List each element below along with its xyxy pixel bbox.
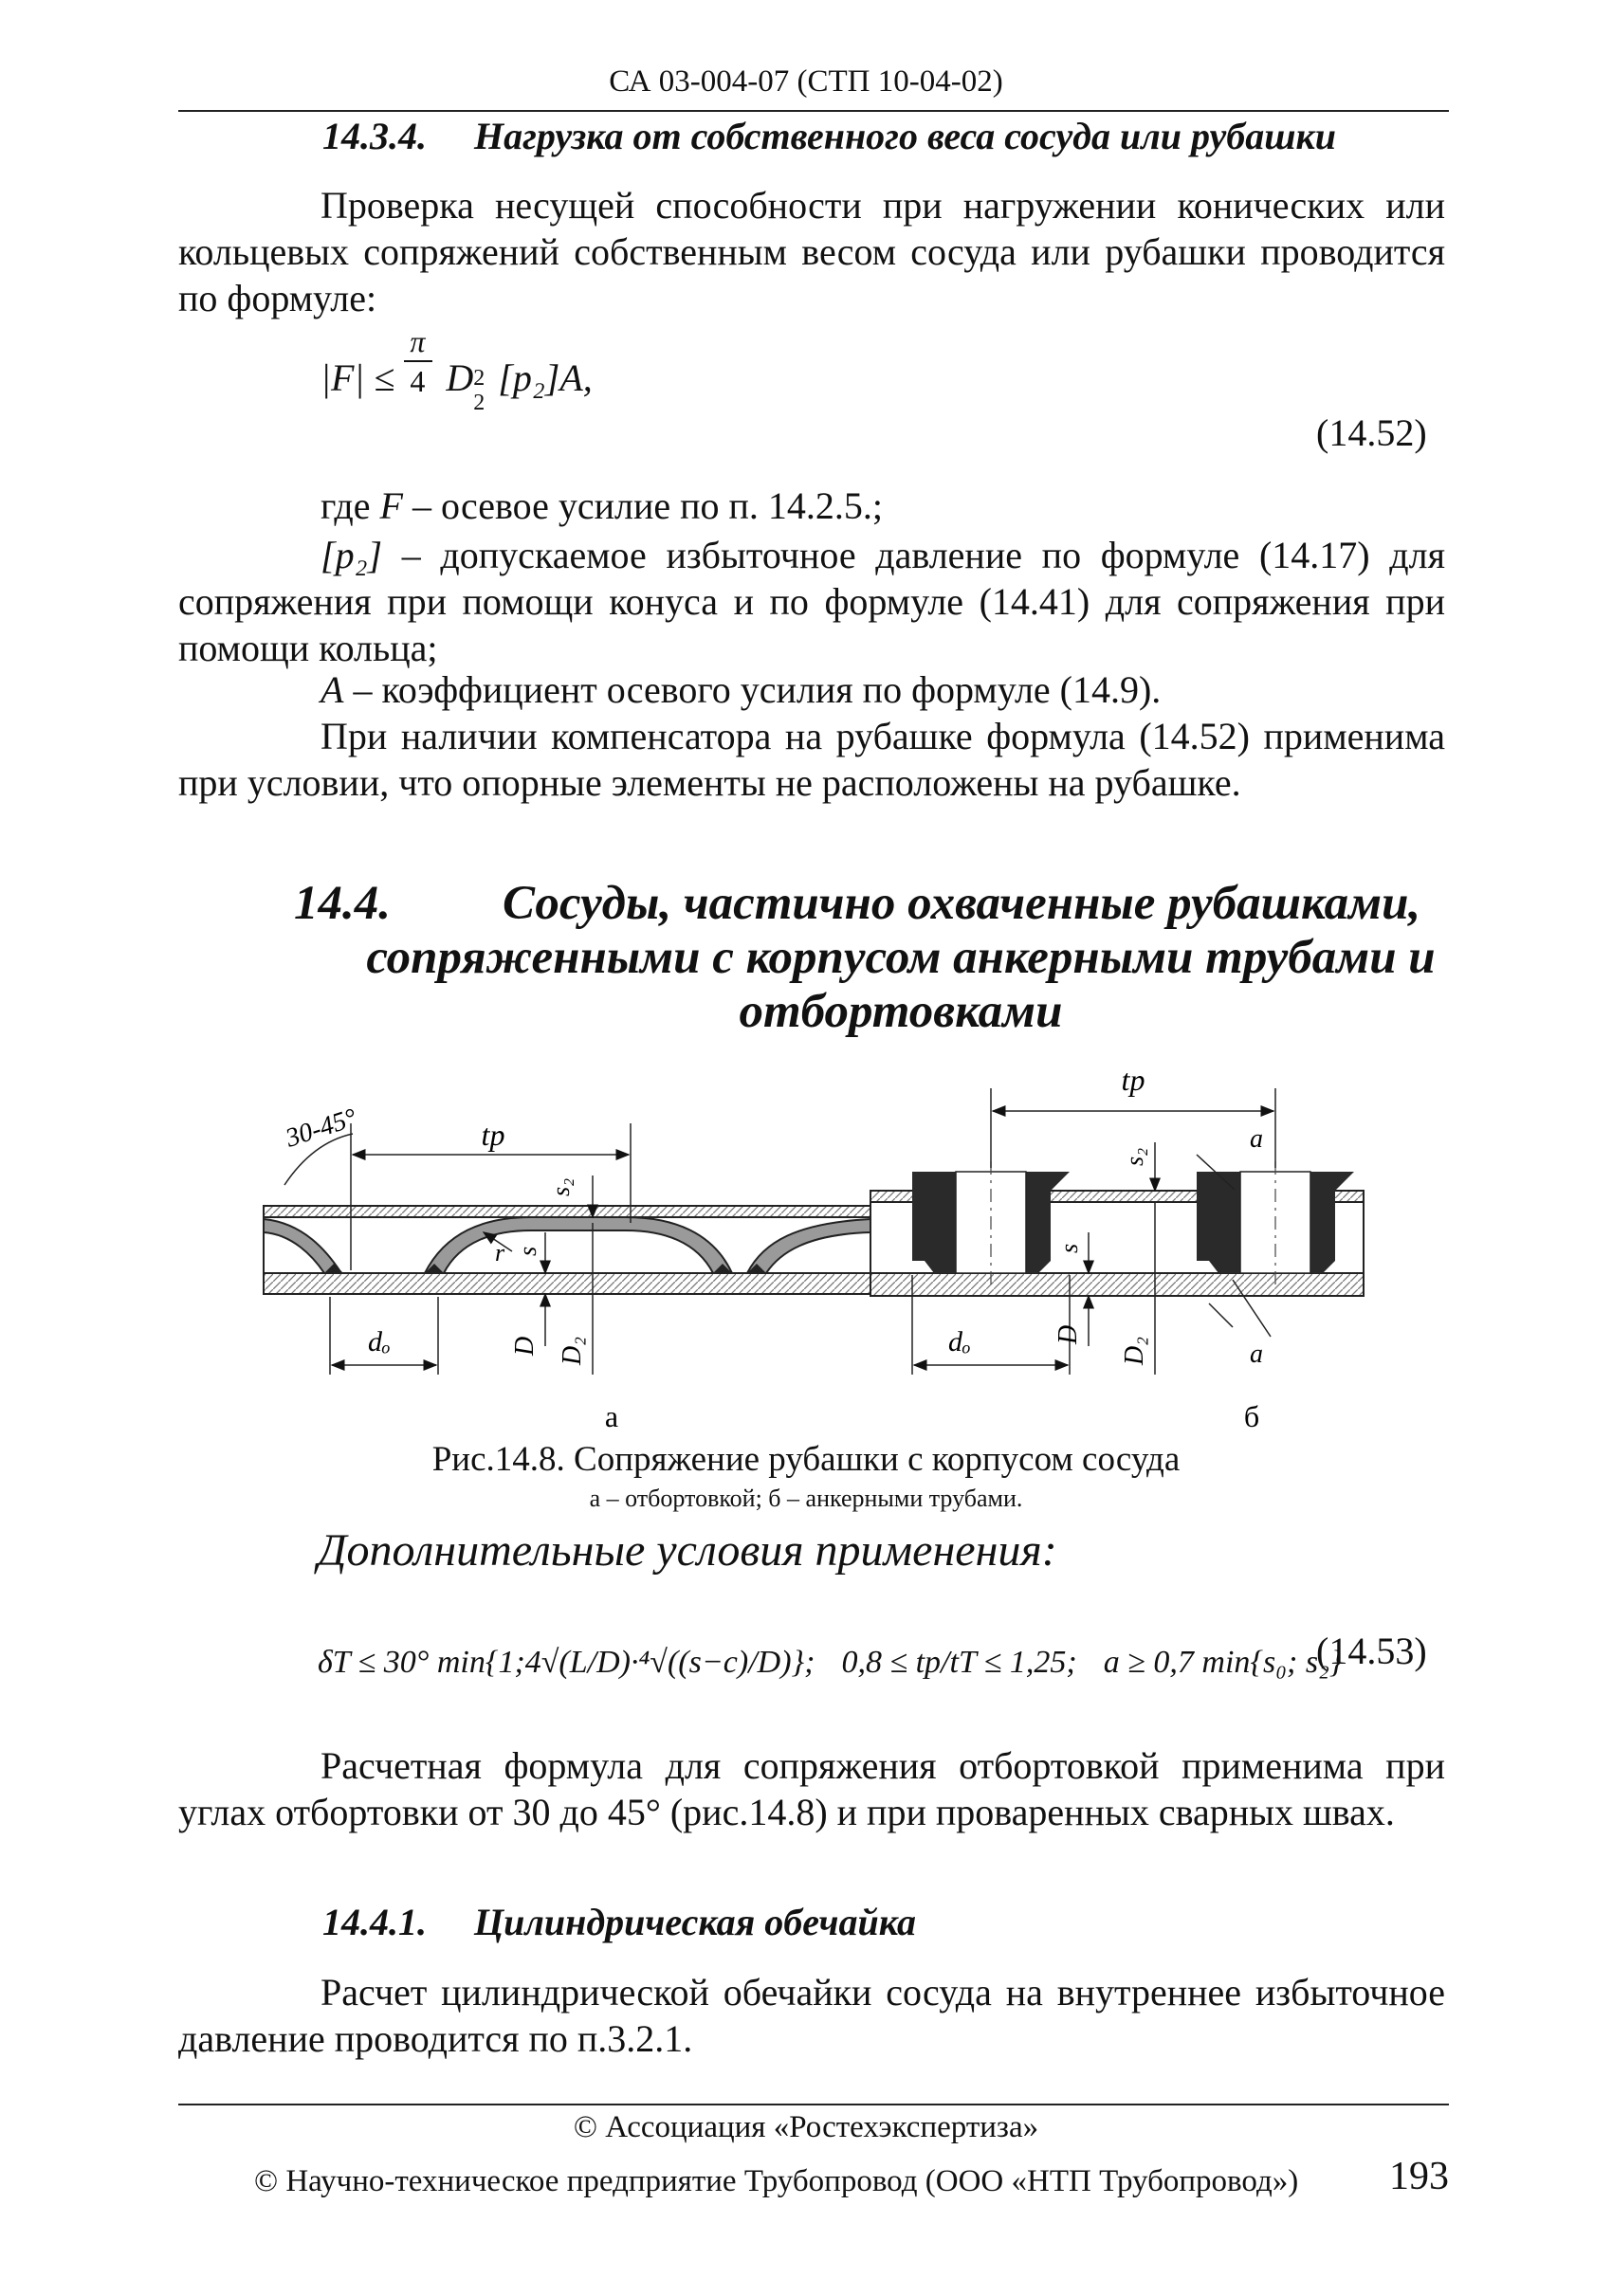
label-tp-a: tp [481, 1118, 505, 1152]
flange-arc-left [264, 1219, 341, 1273]
fraction-numerator: π [410, 324, 426, 358]
jacket-plate-a [264, 1206, 870, 1217]
label-tp-b: tp [1121, 1063, 1145, 1097]
section-title-line-2: сопряженными с корпусом анкерными трубами и [366, 931, 1436, 984]
label-do-b: dₒ [948, 1326, 971, 1358]
footer-line-1: © Ассоциация «Ростехэкспертиза» [573, 2110, 1039, 2144]
equation-number-14-52: (14.52) [1316, 411, 1427, 454]
label-r-a: r [495, 1239, 505, 1266]
figure-caption: Рис.14.8. Сопряжение рубашки с корпусом сосуда [431, 1440, 1181, 1479]
label-s2-a: s₂ [547, 1177, 575, 1196]
paragraph-compensator: При наличии компенсатора на рубашке формула (14.52) применима при условии, что опорные элементы не расположены на рубашке. [178, 715, 1445, 804]
subsection-title: Цилиндрическая обечайка [474, 1901, 916, 1943]
label-a-bottom-b: a [1250, 1339, 1263, 1369]
figure-b-anchor-tubes [870, 1063, 1364, 1375]
section-number-14-4: 14.4. [294, 877, 391, 930]
formula-14-53 [318, 1645, 1343, 1681]
formula-D: D [446, 356, 474, 399]
figure-label-a: а [604, 1399, 619, 1433]
symbol-p2: [p₂] [321, 534, 383, 576]
where-prefix: где [321, 484, 371, 527]
formula-14-53-part-2: 0,8 ≤ tp/tT ≤ 1,25; [841, 1645, 1077, 1680]
label-s2-b: s₂ [1121, 1147, 1148, 1166]
anchor-tube-2-left-wall [1197, 1172, 1240, 1273]
anchor-tube-1-left-wall [912, 1172, 956, 1273]
page-number: 193 [1389, 2155, 1449, 2198]
doc-code-header: СА 03-004-07 (СТП 10-04-02) [609, 64, 1003, 99]
subsection-number: 14.4.1. [322, 1901, 427, 1943]
where-p2-text: – допускаемое избыточное давление по формуле (14.17) для сопряжения при помощи конуса и по формуле (14.41) для сопряжения при помощи кольца; [178, 534, 1445, 669]
shell-plate-a [264, 1273, 870, 1294]
subsection-number: 14.3.4. [322, 115, 427, 157]
flange-arc-right [747, 1219, 870, 1273]
fraction-denominator: 4 [410, 364, 426, 398]
paragraph-calc: Расчетная формула для сопряжения отбортовкой применима при углах отбортовки от 30 до 45° (рис.14.8) и при проваренных сварных швах. [178, 1744, 1445, 1833]
extra-conditions-title: Дополнительные условия применения: [318, 1525, 1057, 1576]
formula-sub: 2 [473, 391, 485, 415]
section-title-line-3: отбортовками [739, 985, 1063, 1038]
label-s-a: s [514, 1246, 541, 1256]
figure-label-b: б [1243, 1399, 1260, 1433]
where-A-text: – коэффициент осевого усилия по формуле (14.9). [353, 668, 1162, 711]
subsection-heading-14-4-1 [322, 1900, 916, 1944]
formula-lhs: |F| ≤ [321, 356, 395, 399]
equation-number-14-53: (14.53) [1316, 1630, 1427, 1672]
label-do-a: dₒ [368, 1326, 391, 1358]
label-s-b: s [1055, 1243, 1083, 1253]
label-D2-a: D₂ [558, 1337, 587, 1365]
flange-arc-center [425, 1217, 732, 1273]
anchor-tube-2-right-wall [1310, 1172, 1354, 1273]
label-angle-a: 30-45° [282, 1102, 360, 1154]
symbol-F: F [379, 484, 403, 527]
label-a-top-b: a [1250, 1124, 1263, 1154]
formula-rhs-rest: [p₂]A, [498, 356, 593, 399]
figure-subcaption: а – отбортовкой; б – анкерными трубами. [589, 1485, 1023, 1512]
subsection-title: Нагрузка от собственного веса сосуда или рубашки [474, 115, 1337, 157]
paragraph-check: Проверка несущей способности при нагружении конических или кольцевых сопряжений собственным весом сосуда или рубашки проводится по формуле: [178, 184, 1445, 319]
footer-line-2: © Научно-техническое предприятие Трубопровод (ООО «НТП Трубопровод») [254, 2164, 1299, 2198]
where-F-text: – осевое усилие по п. 14.2.5.; [412, 484, 884, 527]
formula-14-53-part-3: a ≥ 0,7 min{s₀; s₂} [1103, 1645, 1343, 1680]
shell-plate-b [870, 1273, 1364, 1296]
section-title-line-1: Сосуды, частично охваченные рубашками, [503, 877, 1421, 930]
formula-14-53-part-1: δT ≤ 30° min{1;4√(L/D)·⁴√((s−c)/D)}; [318, 1645, 815, 1680]
figure-a-flanged-joint [264, 1103, 870, 1375]
label-D-a: D [510, 1336, 540, 1356]
symbol-A: A [321, 668, 344, 711]
label-D2-b: D₂ [1120, 1337, 1149, 1365]
paragraph-shell: Расчет цилиндрической обечайки сосуда на внутреннее избыточное давление проводится по п.3.2.1. [178, 1971, 1445, 2060]
label-D-b: D [1053, 1324, 1083, 1344]
formula-sup: 2 [473, 366, 485, 391]
footer-rule [178, 2104, 1449, 2105]
anchor-tube-1-right-wall [1026, 1172, 1070, 1273]
